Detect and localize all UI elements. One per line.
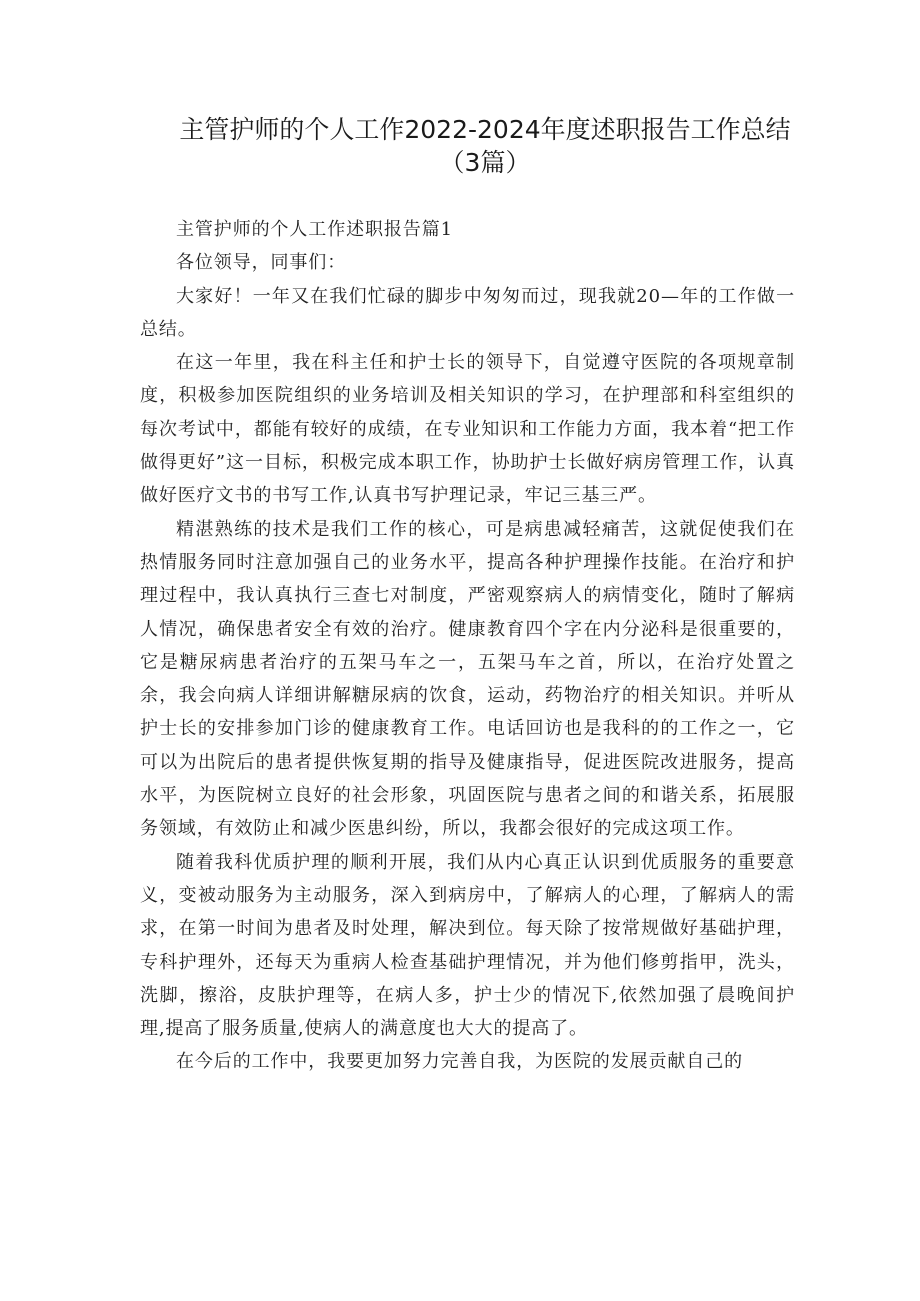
document-title-line-1: 主管护师的个人工作2022-2024年度述职报告工作总结: [179, 115, 791, 144]
document-title-line-2: （3篇）: [439, 148, 531, 177]
paragraph-greeting: 大家好！一年又在我们忙碌的脚步中匆匆而过，现我就20—年的工作做一总结。: [140, 285, 795, 340]
salutation: 各位领导，同事们：: [176, 252, 347, 274]
document-body: [140, 213, 795, 1079]
section-heading: 主管护师的个人工作述职报告篇1: [176, 219, 453, 240]
paragraph-work-overview: 在这一年里，我在科主任和护士长的领导下，自觉遵守医院的各项规章制度，积极参加医院组织的业务培训及相关知识的学习，在护理部和科室组织的每次考试中，都能有较好的成绩，在专业知识和工作能力方面，我本着“把工作做得更好”这一目标，积极完成本职工作，协助护士长做好病房管理工作，认真做好医疗文书的书写工作,认真书写护理记录，牢记三基三严。: [140, 352, 795, 507]
paragraph-future-work: 在今后的工作中，我要更加努力完善自我，为医院的发展贡献自己的: [176, 1051, 743, 1073]
paragraph-technical-skills: 精湛熟练的技术是我们工作的核心，可是病患减轻痛苦，这就促使我们在热情服务同时注意加强自己的业务水平，提高各种护理操作技能。在治疗和护理过程中，我认真执行三查七对制度，严密观察病人的病情变化，随时了解病人情况，确保患者安全有效的治疗。健康教育四个字在内分泌科是很重要的，它是糖尿病患者治疗的五架马车之一，五架马车之首，所以，在治疗处置之余，我会向病人详细讲解糖尿病的饮食，运动，药物治疗的相关知识。并听从护士长的安排参加门诊的健康教育工作。电话回访也是我科的的工作之一，它可以为出院后的患者提供恢复期的指导及健康指导，促进医院改进服务，提高水平，为医院树立良好的社会形象，巩固医院与患者之间的和谐关系，拓展服务领域，有效防止和减少医患纠纷，所以，我都会很好的完成这项工作。: [140, 518, 795, 840]
document-title: [140, 113, 830, 179]
paragraph-quality-care: 随着我科优质护理的顺利开展，我们从内心真正认识到优质服务的重要意义，变被动服务为主动服务，深入到病房中，了解病人的心理，了解病人的需求，在第一时间为患者及时处理，解决到位。每天除了按常规做好基础护理，专科护理外，还每天为重病人检查基础护理情况，并为他们修剪指甲，洗头，洗脚，擦浴，皮肤护理等，在病人多，护士少的情况下,依然加强了晨晚间护理,提高了服务质量,使病人的满意度也大大的提高了。: [140, 851, 795, 1040]
